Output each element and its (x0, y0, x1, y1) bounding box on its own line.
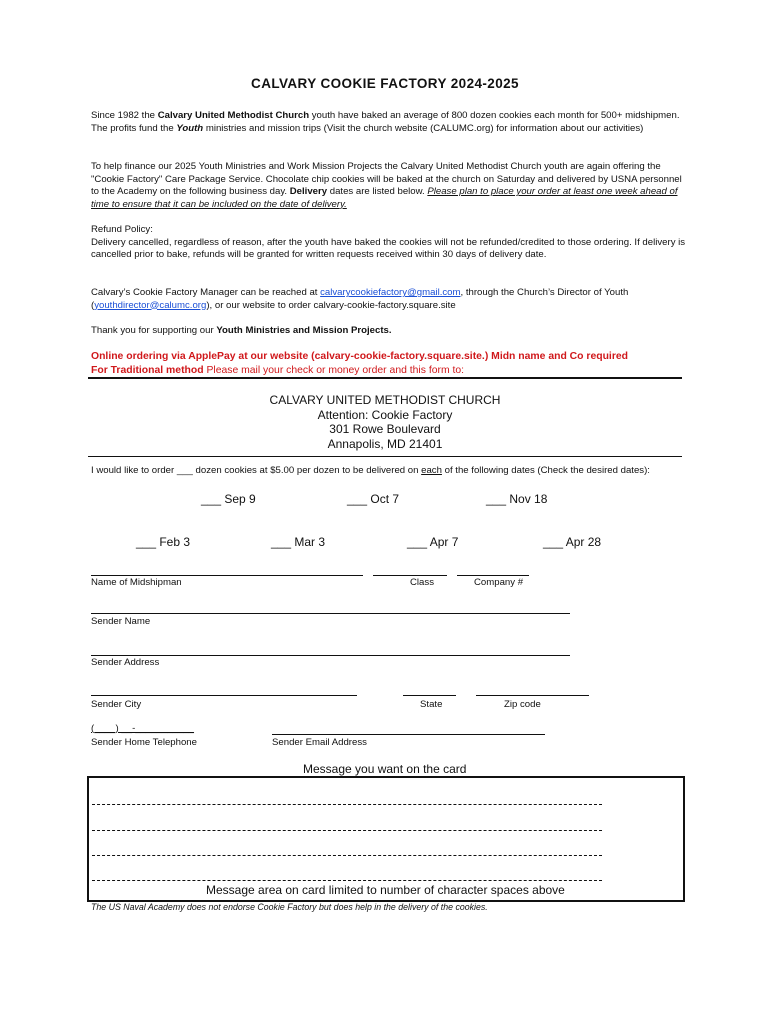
finance-paragraph: To help finance our 2025 Youth Ministries and Work Mission Projects the Calvary United Methodist Church youth are again offering the "Cookie Factory" Care Package Service. Chocolate chip cookies will be baked at the church on Saturday and delivered by USNA personnel to the Academy on the following business day. Delivery dates are listed below. Please plan to place your order at least one week ahead of time to ensure that it can be included on the date of delivery. (91, 161, 682, 210)
midshipman-name-field[interactable] (91, 575, 363, 576)
sender-city-label: Sender City (91, 699, 142, 710)
manager-email-link[interactable]: calvarycookiefactory@gmail.com (320, 287, 461, 298)
phone-label: Sender Home Telephone (91, 737, 197, 748)
date-option-oct7[interactable]: ___ Oct 7 (347, 492, 400, 506)
company-label: Company # (474, 577, 524, 588)
message-title: Message you want on the card (303, 762, 467, 776)
date-option-mar3[interactable]: ___ Mar 3 (271, 535, 326, 549)
sender-city-field[interactable] (91, 695, 357, 696)
message-footer: Message area on card limited to number of character spaces above (206, 883, 565, 897)
contact-paragraph: Calvary’s Cookie Factory Manager can be reached at calvarycookiefactory@gmail.com, through the Church’s Director of Youth (youthdirector@calumc.org), or our website to order calvary-cookie-factory.square.site (91, 287, 629, 311)
company-field[interactable] (457, 575, 529, 576)
message-line-3[interactable] (92, 855, 602, 856)
zip-label: Zip code (504, 699, 541, 710)
sender-name-field[interactable] (91, 613, 570, 614)
phone-field[interactable]: (____) __-___________ (91, 723, 194, 734)
message-line-2[interactable] (92, 830, 602, 831)
sender-email-label: Sender Email Address (272, 737, 367, 748)
online-ordering-notice: Online ordering via ApplePay at our website (calvary-cookie-factory.square.site.) Midn name and Co required (91, 351, 628, 362)
sender-name-label: Sender Name (91, 616, 151, 627)
message-line-1[interactable] (92, 804, 602, 805)
zip-field[interactable] (476, 695, 589, 696)
youth-director-email-link[interactable]: youthdirector@calumc.org (94, 299, 207, 311)
order-instructions: I would like to order ___ dozen cookies at $5.00 per dozen to be delivered on each of the following dates (Check the desired dates): (91, 465, 650, 476)
class-field[interactable] (373, 575, 447, 576)
refund-text: Delivery cancelled, regardless of reason, after the youth have baked the cookies will not be refunded/credited to those ordering. If delivery is cancelled prior to bake, refunds will be granted for written requests received within 30 days of delivery date. (91, 236, 686, 261)
intro-paragraph: Since 1982 the Calvary United Methodist Church youth have baked an average of 800 dozen cookies each month for 500+ midshipmen. The profits fund the Youth ministries and mission trips (Visit the church website (CALUMC.org) for information about our activities) (91, 110, 680, 134)
sender-email-field[interactable] (272, 734, 545, 735)
message-line-4[interactable] (92, 880, 602, 881)
disclaimer: The US Naval Academy does not endorse Cookie Factory but does help in the delivery of the cookies. (91, 902, 488, 912)
thanks-line: Thank you for supporting our Youth Ministries and Mission Projects. (91, 325, 392, 336)
state-label: State (420, 699, 443, 710)
traditional-method-notice: For Traditional method Please mail your check or money order and this form to: (91, 365, 465, 376)
date-option-feb3[interactable]: ___ Feb 3 (136, 535, 191, 549)
midshipman-name-label: Name of Midshipman (91, 577, 182, 588)
address-divider (88, 456, 682, 457)
sender-address-label: Sender Address (91, 657, 160, 668)
state-field[interactable] (403, 695, 456, 696)
refund-policy (91, 224, 691, 262)
date-option-apr28[interactable]: ___ Apr 28 (543, 535, 602, 549)
date-option-apr7[interactable]: ___ Apr 7 (407, 535, 459, 549)
date-option-sep9[interactable]: ___ Sep 9 (201, 492, 256, 506)
date-option-nov18[interactable]: ___ Nov 18 (486, 492, 548, 506)
page-title: CALVARY COOKIE FACTORY 2024-2025 (251, 76, 519, 91)
section-divider (88, 377, 682, 379)
mailing-address: CALVARY UNITED METHODIST CHURCH Attention: Cookie Factory 301 Rowe Boulevard Annapolis, MD 21401 (269, 393, 501, 451)
class-label: Class (410, 577, 434, 588)
sender-address-field[interactable] (91, 655, 570, 656)
refund-heading: Refund Policy: (91, 224, 153, 235)
